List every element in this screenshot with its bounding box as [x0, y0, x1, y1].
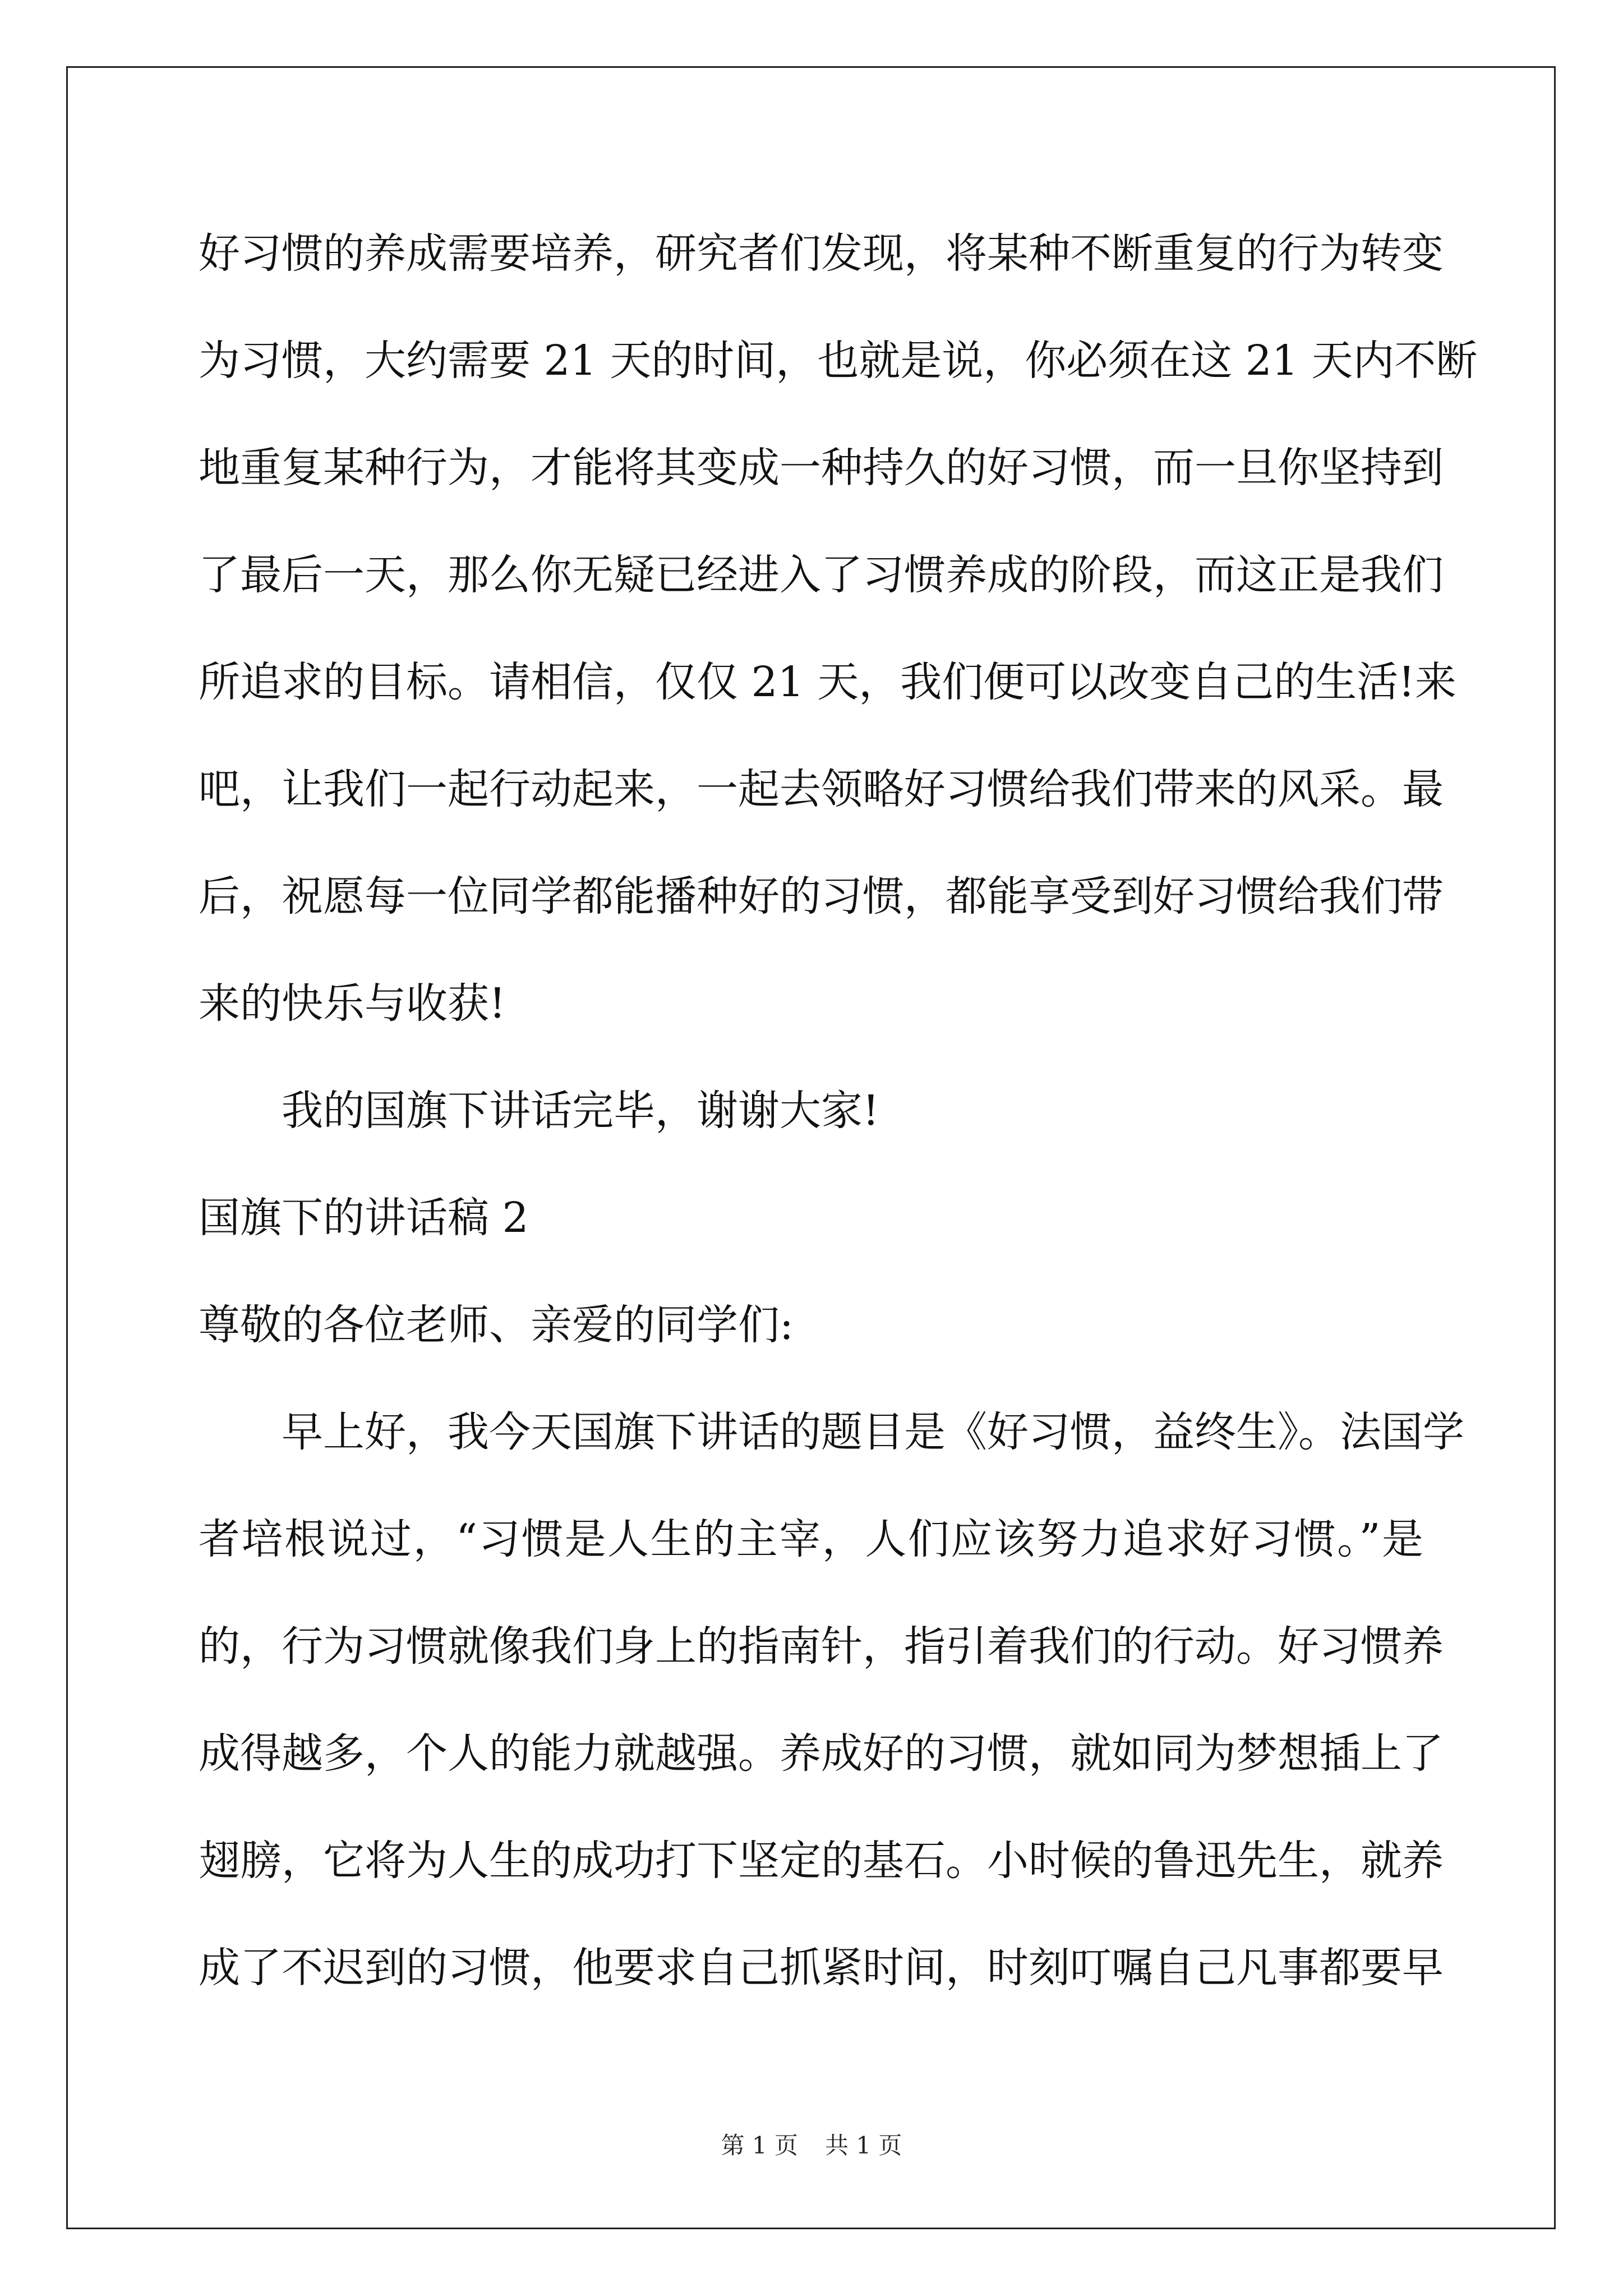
paragraph-line: 好习惯的养成需要培养，研究者们发现，将某种不断重复的行为转变 — [199, 229, 1444, 278]
page-footer — [0, 2129, 1623, 2162]
paragraph-line: 所追求的目标。请相信，仅仅 21 天，我们便可以改变自己的生活!来 — [199, 658, 1456, 706]
paragraph-line: 早上好，我今天国旗下讲话的题目是《好习惯，益终生》。法国学 — [282, 1408, 1464, 1456]
page-number: 第 1 页 — [721, 2132, 798, 2159]
paragraph-line: 了最后一天，那么你无疑已经进入了习惯养成的阶段，而这正是我们 — [199, 551, 1444, 599]
paragraph-line: 者培根说过，“习惯是人生的主宰，人们应该努力追求好习惯。”是 — [199, 1515, 1423, 1563]
page-total: 共 1 页 — [825, 2132, 902, 2159]
paragraph-line: 的，行为习惯就像我们身上的指南针，指引着我们的行动。好习惯养 — [199, 1622, 1444, 1671]
paragraph-line: 成了不迟到的习惯，他要求自己抓紧时间，时刻叮嘱自己凡事都要早 — [199, 1944, 1444, 1992]
paragraph-line: 来的快乐与收获! — [199, 979, 506, 1028]
paragraph-line: 吧，让我们一起行动起来，一起去领略好习惯给我们带来的风采。最 — [199, 765, 1444, 813]
section-title: 国旗下的讲话稿 2 — [199, 1194, 529, 1242]
paragraph-line: 后，祝愿每一位同学都能播种好的习惯，都能享受到好习惯给我们带 — [199, 872, 1444, 921]
paragraph-line: 地重复某种行为，才能将其变成一种持久的好习惯，而一旦你坚持到 — [199, 444, 1444, 492]
page-border — [66, 66, 1556, 2229]
salutation: 尊敬的各位老师、亲爱的同学们: — [199, 1301, 794, 1349]
paragraph-line: 成得越多，个人的能力就越强。养成好的习惯，就如同为梦想插上了 — [199, 1729, 1444, 1778]
paragraph-line: 翅膀，它将为人生的成功打下坚定的基石。小时候的鲁迅先生，就养 — [199, 1837, 1444, 1885]
closing-line: 我的国旗下讲话完毕，谢谢大家! — [282, 1087, 879, 1135]
paragraph-line: 为习惯，大约需要 21 天的时间，也就是说，你必须在这 21 天内不断 — [199, 337, 1478, 385]
